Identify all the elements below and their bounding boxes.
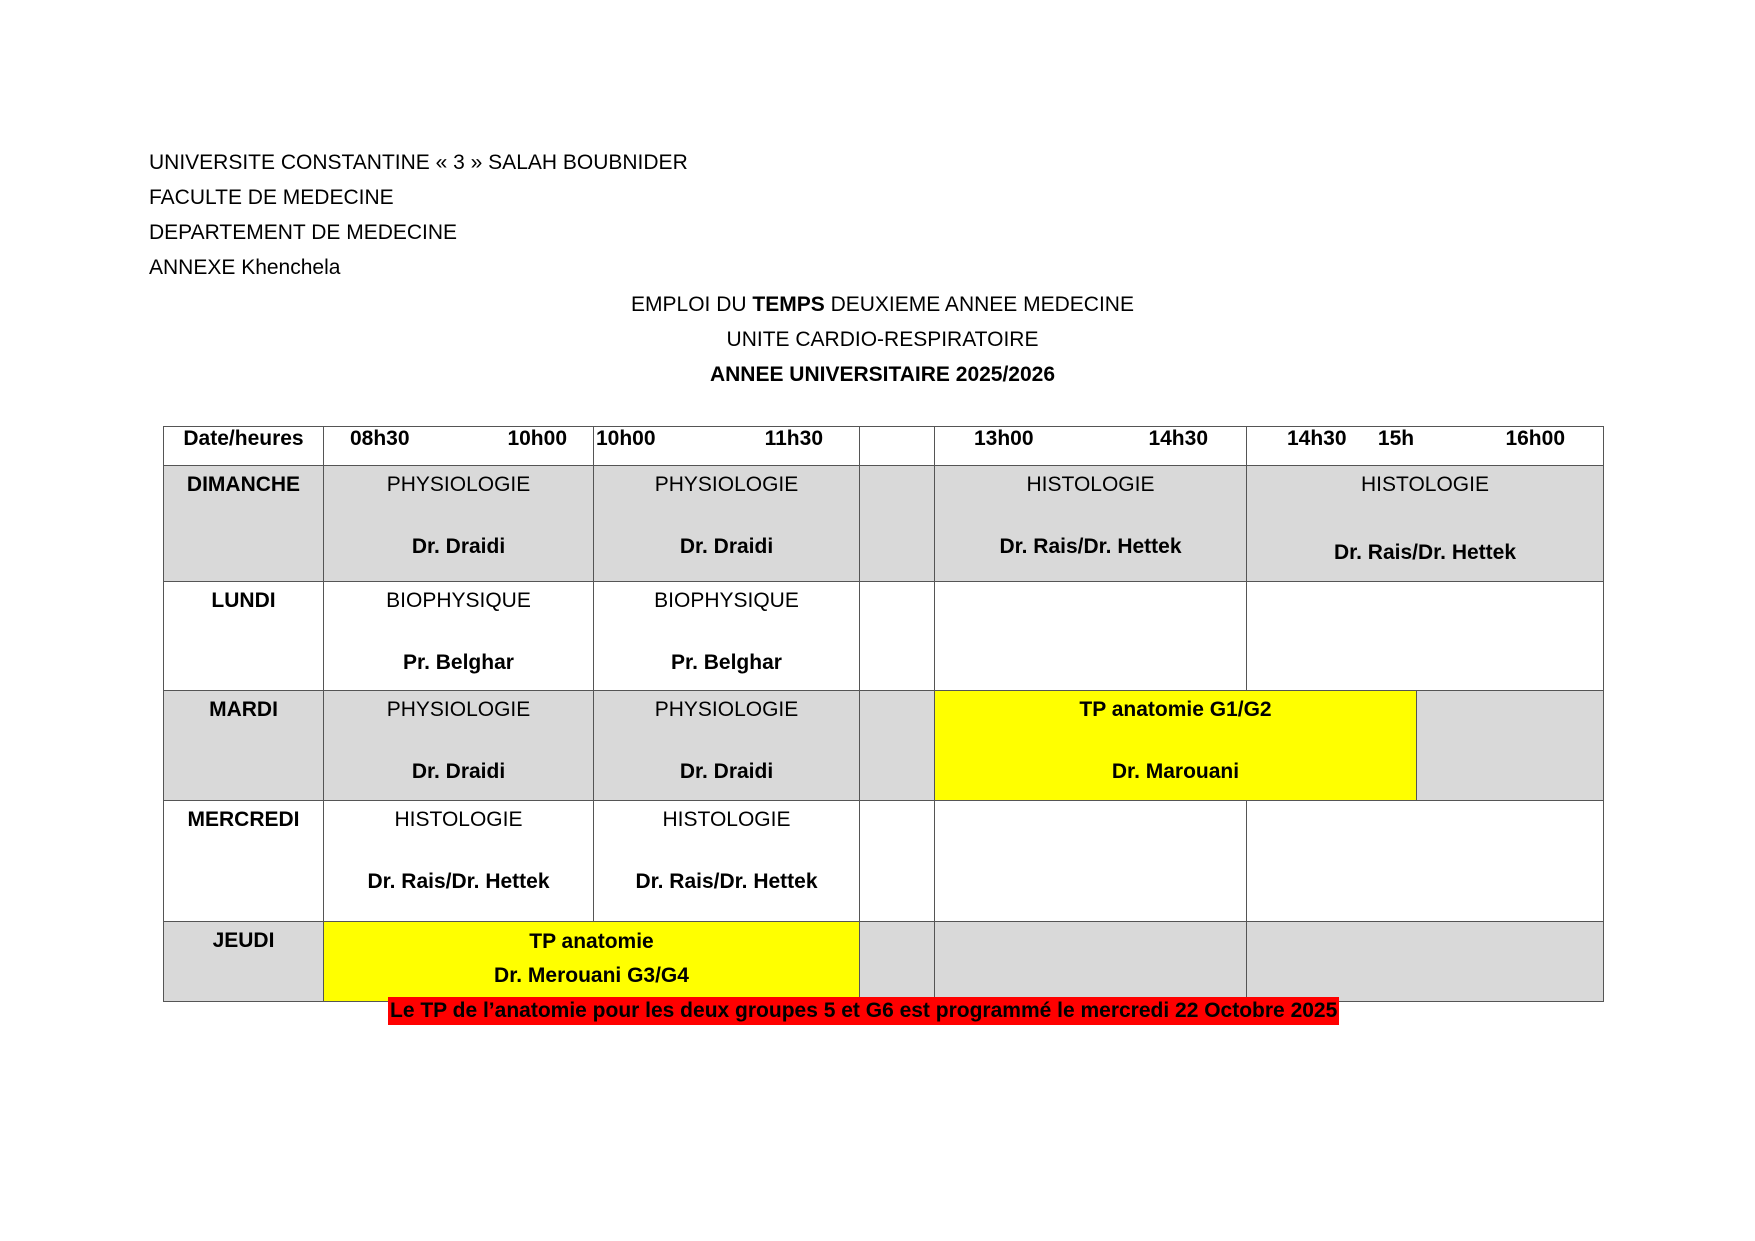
break-cell (860, 691, 935, 801)
course-subject: PHYSIOLOGIE (386, 698, 531, 721)
course-teacher: Pr. Belghar (403, 651, 514, 674)
course-subject: HISTOLOGIE (394, 808, 523, 831)
course-teacher: Dr. Merouani G3/G4 (494, 964, 689, 987)
course-subject: BIOPHYSIQUE (386, 589, 531, 612)
day-label: LUNDI (164, 582, 324, 691)
document-title (0, 287, 1755, 392)
empty-cell (1417, 691, 1604, 801)
empty-cell (1247, 801, 1604, 922)
slot-3-start: 13h00 (974, 427, 1034, 450)
header-slot-1 (324, 427, 594, 466)
title-line-2: UNITE CARDIO-RESPIRATOIRE (726, 328, 1039, 351)
course-subject: PHYSIOLOGIE (654, 698, 799, 721)
slot-4-b: 15h (1377, 427, 1415, 450)
slot-3-end: 14h30 (1148, 427, 1208, 450)
tp-anatomie-cell (935, 691, 1417, 801)
slot-2-end: 11h30 (764, 427, 823, 450)
course-subject: TP anatomie G1/G2 (1079, 698, 1272, 721)
university-name: UNIVERSITE CONSTANTINE « 3 » SALAH BOUBNIDER (149, 151, 688, 174)
empty-cell (1247, 922, 1604, 1002)
course-cell (1247, 466, 1604, 582)
slot-1-start: 08h30 (350, 427, 410, 450)
course-cell (324, 466, 594, 582)
slot-1-end: 10h00 (507, 427, 567, 450)
course-teacher: Dr. Rais/Dr. Hettek (1333, 541, 1517, 564)
course-subject: HISTOLOGIE (1026, 473, 1155, 496)
empty-cell (935, 801, 1247, 922)
title-line-3: ANNEE UNIVERSITAIRE 2025/2026 (709, 363, 1056, 386)
notice-banner: Le TP de l’anatomie pour les deux groupes 5 et G6 est programmé le mercredi 22 Octobre 2025 (388, 997, 1339, 1025)
empty-cell (1247, 582, 1604, 691)
day-label: MERCREDI (164, 801, 324, 922)
break-cell (860, 801, 935, 922)
course-teacher: Dr. Draidi (411, 760, 506, 783)
header-slot-3 (935, 427, 1247, 466)
course-subject: BIOPHYSIQUE (654, 589, 799, 612)
course-teacher: Dr. Rais/Dr. Hettek (367, 870, 550, 893)
course-teacher: Pr. Belghar (671, 651, 782, 674)
timetable-header-row (164, 427, 1604, 466)
tp-anatomie-cell (324, 922, 860, 1002)
header-break (860, 427, 935, 466)
course-cell (594, 801, 860, 922)
row-mercredi (164, 801, 1604, 922)
course-subject: HISTOLOGIE (662, 808, 791, 831)
course-cell (324, 691, 594, 801)
course-subject: PHYSIOLOGIE (654, 473, 799, 496)
row-dimanche (164, 466, 1604, 582)
slot-2-start: 10h00 (596, 427, 656, 450)
break-cell (860, 466, 935, 582)
empty-cell (935, 582, 1247, 691)
institution-header (149, 145, 688, 285)
course-cell (594, 691, 860, 801)
row-jeudi (164, 922, 1604, 1002)
header-date-cell: Date/heures (164, 427, 324, 466)
day-label: JEUDI (164, 922, 324, 1002)
course-teacher: Dr. Rais/Dr. Hettek (635, 870, 818, 893)
course-teacher: Dr. Rais/Dr. Hettek (999, 535, 1182, 558)
day-label: MARDI (164, 691, 324, 801)
timetable (163, 426, 1604, 1002)
course-teacher: Dr. Draidi (679, 535, 774, 558)
row-lundi (164, 582, 1604, 691)
course-teacher: Dr. Draidi (679, 760, 774, 783)
slot-4-a: 14h30 (1287, 427, 1347, 450)
course-subject: HISTOLOGIE (1361, 473, 1489, 496)
title-line-1 (0, 287, 1755, 322)
header-slot-2 (594, 427, 860, 466)
course-subject: TP anatomie (529, 930, 654, 953)
course-teacher: Dr. Draidi (411, 535, 506, 558)
title-part-2: TEMPS (752, 293, 825, 316)
department-name: DEPARTEMENT DE MEDECINE (149, 221, 458, 244)
course-cell (594, 466, 860, 582)
day-label: DIMANCHE (164, 466, 324, 582)
row-mardi (164, 691, 1604, 801)
title-part-3: DEUXIEME ANNEE MEDECINE (824, 293, 1134, 316)
course-cell (594, 582, 860, 691)
annex-name: ANNEXE Khenchela (149, 256, 341, 279)
course-cell (324, 801, 594, 922)
break-cell (860, 922, 935, 1002)
course-cell (935, 466, 1247, 582)
course-teacher: Dr. Marouani (1111, 760, 1240, 783)
break-cell (860, 582, 935, 691)
slot-4-c: 16h00 (1505, 427, 1565, 450)
header-slot-4 (1247, 427, 1604, 466)
title-part-1: EMPLOI DU (631, 293, 753, 316)
course-cell (324, 582, 594, 691)
course-subject: PHYSIOLOGIE (386, 473, 531, 496)
faculty-name: FACULTE DE MEDECINE (149, 186, 394, 209)
empty-cell (935, 922, 1247, 1002)
